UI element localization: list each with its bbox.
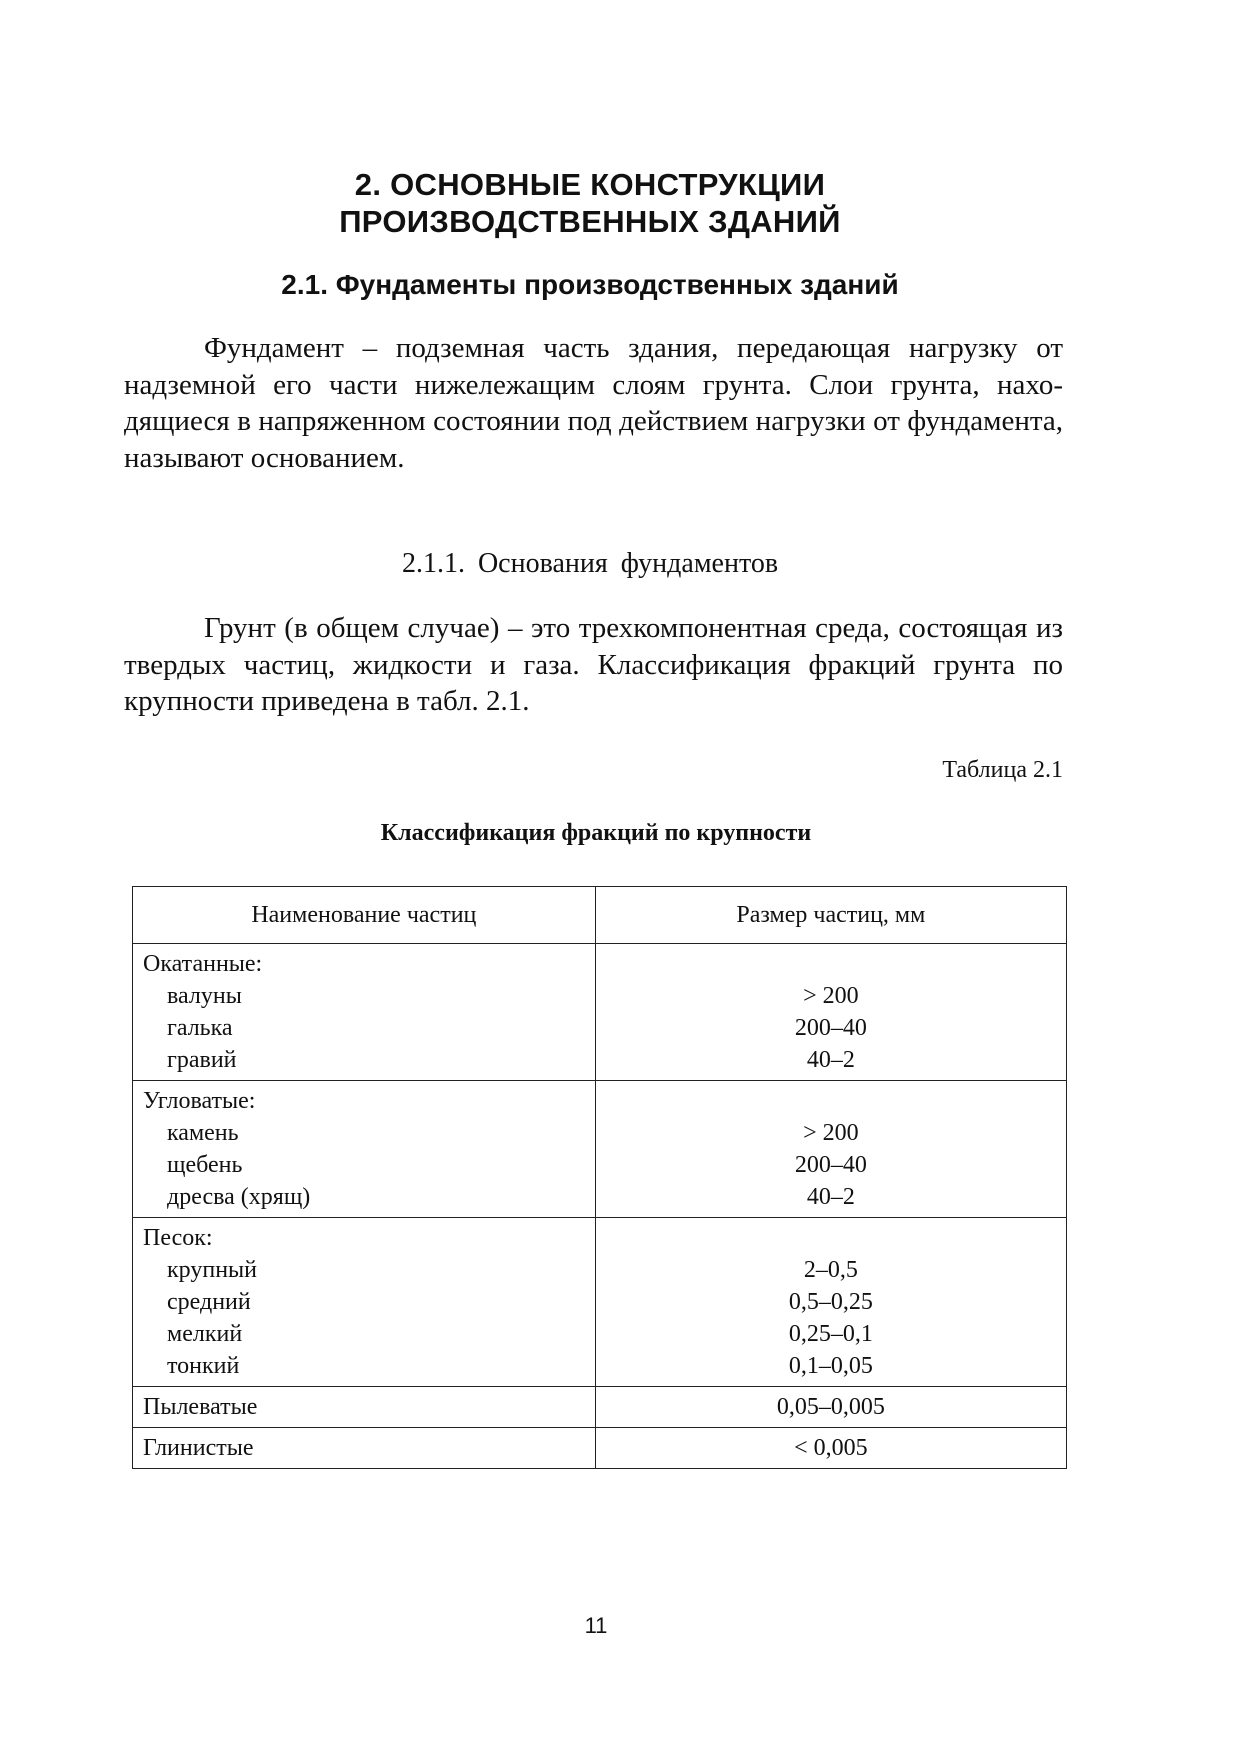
particle-size: 200–40 — [794, 1015, 867, 1041]
particle-size: 0,25–0,1 — [788, 1321, 873, 1347]
table-group-row — [133, 1218, 1067, 1387]
particle-name: валуны — [167, 983, 242, 1009]
particle-name: камень — [167, 1120, 239, 1146]
group-name-cell — [133, 1081, 596, 1218]
particle-size: 0,1–0,05 — [788, 1353, 873, 1379]
table-group-row — [133, 944, 1067, 1081]
group-size-cell — [595, 1218, 1066, 1387]
particle-size-cell — [595, 1428, 1066, 1469]
table-title: Классификация фракций по крупности — [380, 820, 812, 846]
particle-size: 0,05–0,005 — [776, 1394, 885, 1420]
header-particle-size: Размер частиц, мм — [595, 887, 1066, 944]
particle-name-cell — [133, 1387, 596, 1428]
particle-name: тонкий — [167, 1353, 240, 1379]
particle-name-cell — [133, 1428, 596, 1469]
particle-size-cell — [595, 1387, 1066, 1428]
section-title: 2.1. Фундаменты производственных зданий — [281, 269, 899, 300]
particle-size: 40–2 — [806, 1184, 855, 1210]
particle-size: > 200 — [803, 983, 859, 1009]
particle-size: > 200 — [803, 1120, 859, 1146]
table-group-row — [133, 1081, 1067, 1218]
particle-name: Глинистые — [143, 1435, 254, 1461]
particle-name: средний — [167, 1289, 251, 1315]
particle-name: Пылеватые — [143, 1394, 258, 1420]
particle-size: 40–2 — [806, 1047, 855, 1073]
table-row — [133, 1387, 1067, 1428]
table-header-row — [133, 887, 1067, 944]
particle-name: мелкий — [167, 1321, 243, 1347]
particle-size: < 0,005 — [794, 1435, 868, 1461]
group-name-cell — [133, 944, 596, 1081]
subsection-title: 2.1.1. Основания фундаментов — [401, 548, 779, 579]
group-label: Угловатые: — [143, 1088, 256, 1114]
chapter-title-line-2: ПРОИЗВОДСТВЕННЫХ ЗДАНИЙ — [339, 204, 841, 239]
particle-size: 2–0,5 — [803, 1257, 858, 1283]
size-spacer — [596, 1222, 1066, 1254]
group-label: Песок: — [143, 1225, 213, 1251]
particle-name: дресва (хрящ) — [167, 1184, 311, 1210]
group-label: Окатанные: — [143, 951, 263, 977]
group-size-cell — [595, 944, 1066, 1081]
chapter-title-line-1: 2. ОСНОВНЫЕ КОНСТРУКЦИИ — [354, 167, 826, 202]
group-size-cell — [595, 1081, 1066, 1218]
page-number: 11 — [584, 1613, 608, 1638]
particle-name: галька — [167, 1015, 233, 1041]
particle-name: крупный — [167, 1257, 257, 1283]
table-row — [133, 1428, 1067, 1469]
particle-name: щебень — [167, 1152, 243, 1178]
subsection-paragraph: Грунт (в общем случае) – это трехкомпонентная среда, состоящая из твердых частиц, жидкости и газа. Классификация фракций грунта по крупности приведена в табл. 2.1. — [124, 612, 1063, 717]
particle-name: гравий — [167, 1047, 237, 1073]
group-name-cell — [133, 1218, 596, 1387]
header-particle-name: Наименование частиц — [133, 887, 596, 944]
size-spacer — [596, 1085, 1066, 1117]
section-paragraph: Фундамент – подземная часть здания, передающая нагрузку от надземной его части нижележащим слоям грунта. Слои грунта, находящиеся в напряженном состоянии под действием нагрузки от фундамента, называют основанием. — [124, 332, 1063, 474]
size-spacer — [596, 948, 1066, 980]
particle-size: 200–40 — [794, 1152, 867, 1178]
classification-table — [132, 886, 1067, 1469]
table-number: Таблица 2.1 — [942, 757, 1063, 783]
particle-size: 0,5–0,25 — [788, 1289, 873, 1315]
